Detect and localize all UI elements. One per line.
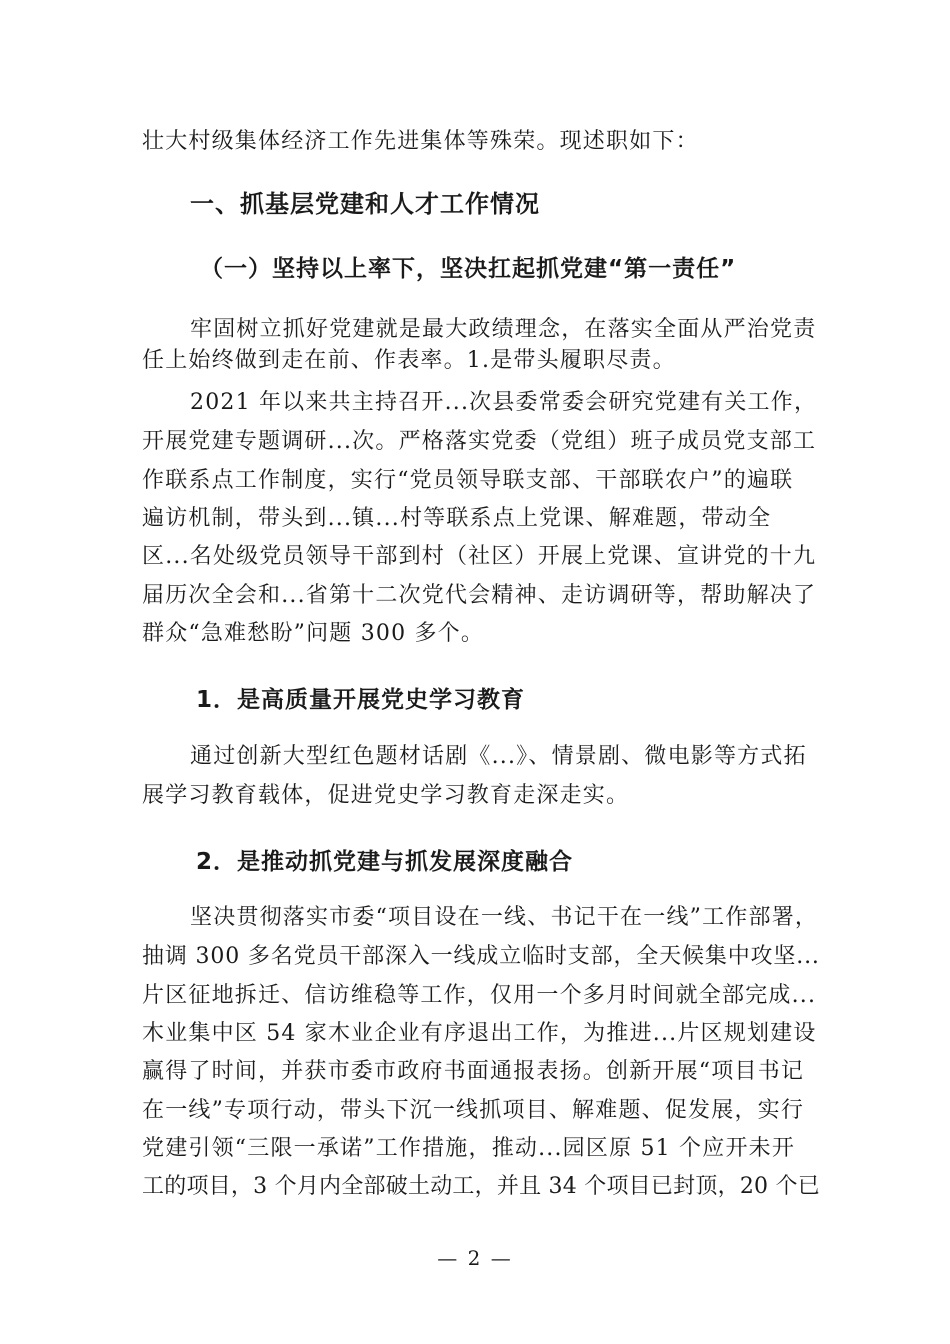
para2-line: 区...名处级党员领导干部到村（社区）开展上党课、宣讲党的十九 <box>142 544 817 569</box>
heading-1: 1．是高质量开展党史学习教育 <box>196 687 526 713</box>
intro-line: 壮大村级集体经济工作先进集体等殊荣。现述职如下： <box>142 129 699 154</box>
para4-line: 赢得了时间，并获市委市政府书面通报表扬。创新开展“项目书记 <box>142 1059 805 1084</box>
para4-line: 片区征地拆迁、信访维稳等工作，仅用一个多月时间就全部完成... <box>142 983 817 1008</box>
para4-line: 工的项目，3 个月内全部破土动工，并且 34 个项目已封顶，20 个已 <box>142 1174 820 1199</box>
para4-line: 在一线”专项行动，带头下沉一线抓项目、解难题、促发展，实行 <box>142 1098 805 1123</box>
para4-line: 坚决贯彻落实市委“项目设在一线、书记干在一线”工作部署， <box>190 905 819 930</box>
para2-line: 遍访机制，带头到...镇...村等联系点上党课、解难题，带动全 <box>142 506 772 531</box>
section-title: 一、抓基层党建和人才工作情况 <box>190 190 540 218</box>
para4-line: 抽调 300 多名党员干部深入一线成立临时支部，全天候集中攻坚... <box>142 944 820 969</box>
para3-line: 展学习教育载体，促进党史学习教育走深走实。 <box>142 783 630 808</box>
para4-line: 木业集中区 54 家木业企业有序退出工作，为推进...片区规划建设 <box>142 1021 817 1046</box>
para1-line: 任上始终做到走在前、作表率。1.是带头履职尽责。 <box>142 348 676 373</box>
subsection-title: （一）坚持以上率下，坚决扛起抓党建“第一责任” <box>200 256 737 282</box>
para3-line: 通过创新大型红色题材话剧《...》、情景剧、微电影等方式拓 <box>190 744 807 769</box>
page-number: — 2 — <box>437 1246 513 1270</box>
para1-line: 牢固树立抓好党建就是最大政绩理念，在落实全面从严治党责 <box>190 317 817 342</box>
para2-line: 作联系点工作制度，实行“党员领导联支部、干部联农户”的遍联 <box>142 468 794 493</box>
para2-line: 届历次全会和...省第十二次党代会精神、走访调研等，帮助解决了 <box>142 583 817 608</box>
heading-2: 2．是推动抓党建与抓发展深度融合 <box>196 849 574 875</box>
para2-line: 开展党建专题调研...次。严格落实党委（党组）班子成员党支部工 <box>142 429 817 454</box>
para4-line: 党建引领“三限一承诺”工作措施，推动...园区原 51 个应开未开 <box>142 1136 796 1161</box>
para2-line: 群众“急难愁盼”问题 300 多个。 <box>142 621 485 646</box>
para2-line: 2021 年以来共主持召开...次县委常委会研究党建有关工作， <box>190 390 818 415</box>
